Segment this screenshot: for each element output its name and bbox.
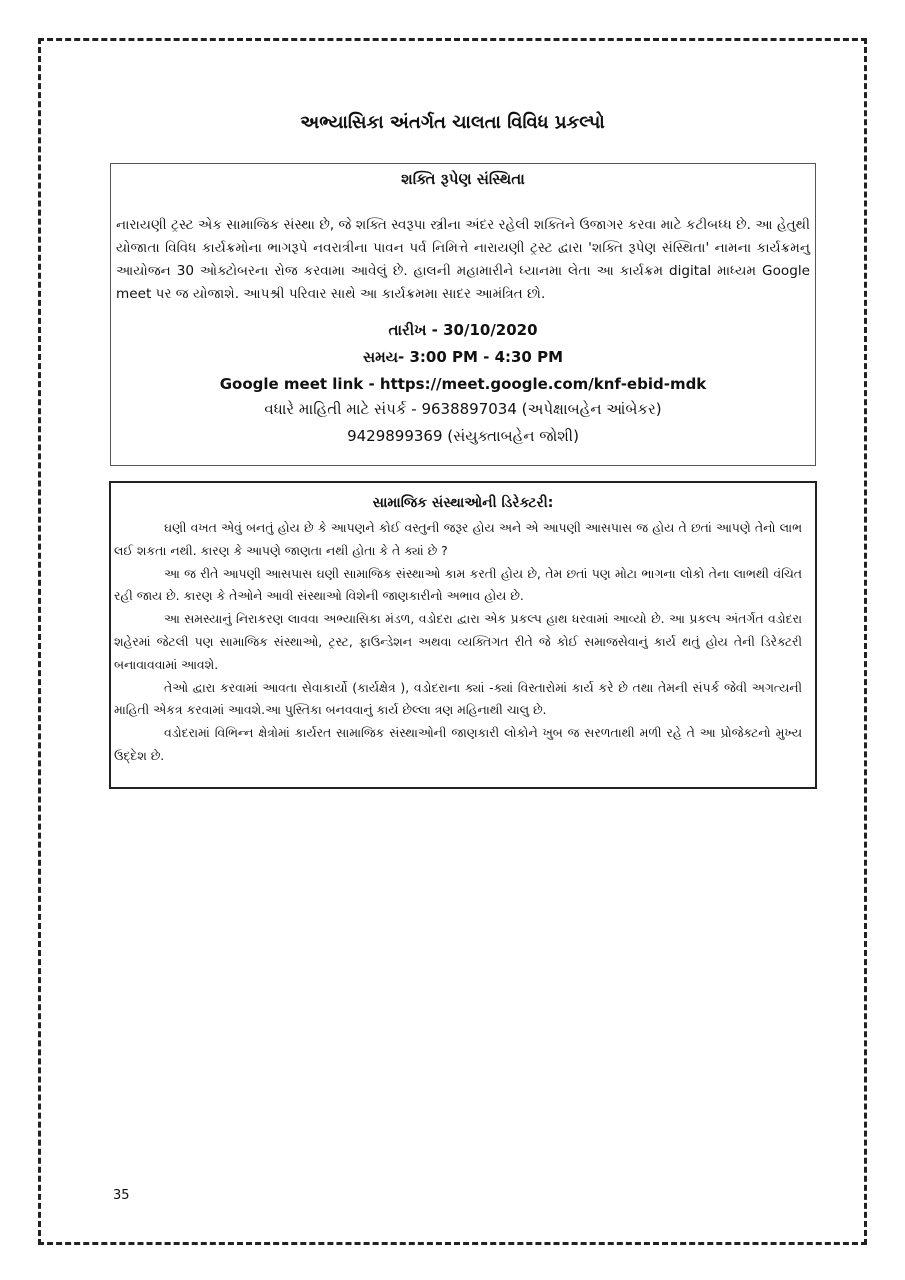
directory-paragraph: ઘણી વખત એવું બનતું હોય છે કે આપણને કોઈ વસ્તુની જરૂર હોય અને એ આપણી આસપાસ જ હોય તે છતાં આપણે તેનો લાભ લઈ શકતા નથી. કારણ કે આપણે જાણતા નથી હોતા કે તે ક્યાં છે ? bbox=[114, 520, 802, 558]
directory-paragraph: તેઓ દ્વારા કરવામાં આવતા સેવાકાર્યો (કાર્યક્ષેત્ર ), વડોદરાના ક્યાં -ક્યાં વિસ્તારોમાં કાર્ય કરે છે તથા તેમની સંપર્ક જેવી અગત્યની માહિતી એકત્ર કરવામાં આવશે.આ પુસ્તિકા બનવવાનું કાર્ય છેલ્લા ત્રણ મહિનાથી ચાલુ છે. bbox=[114, 679, 802, 718]
event-box bbox=[110, 163, 816, 466]
page-number: 35 bbox=[113, 1188, 130, 1203]
directory-paragraph: વડોદરામાં વિભિન્ન ક્ષેત્રોમાં કાર્યરત સામાજિક સંસ્થાઓની જાણકારી લોકોને ખુબ જ સરળતાથી મળી રહે તે આ પ્રોજેક્ટનો મુખ્ય ઉદ્દેશ છે. bbox=[114, 725, 802, 763]
event-meet-link: Google meet link - https://meet.google.com/knf-ebid-mdk bbox=[219, 375, 707, 393]
directory-box bbox=[109, 481, 817, 789]
directory-paragraph: આ સમસ્યાનું નિરાકરણ લાવવા અભ્યાસિકા મંડળ, વડોદરા દ્વારા એક પ્રકલ્પ હાથ ધરવામાં આવ્યો છે. આ પ્રકલ્પ અંતર્ગત વડોદરા શહેરમાં જેટલી પણ સામાજિક સંસ્થાઓ, ટ્રસ્ટ, ફાઉન્ડેશન અથવા વ્યક્તિગત રીતે જે કોઈ સમાજસેવાનું કાર્ય થતું હોય તેની ડિરેક્ટરી બનાવાવવામાં આવશે. bbox=[114, 611, 802, 672]
directory-heading: સામાજિક સંસ્થાઓની ડિરેક્ટરી: bbox=[372, 495, 554, 511]
directory-body bbox=[114, 517, 802, 768]
event-heading: શક્તિ રૂપેણ સંસ્થિતા bbox=[401, 170, 525, 188]
event-contact-2: 9429899369 (સંયુક્તાબહેન જોશી) bbox=[347, 427, 579, 445]
event-description: નારાયણી ટ્રસ્ટ એક સામાજિક સંસ્થા છે, જે શક્તિ સ્વરૂપા સ્ત્રીના અંદર રહેલી શક્તિને ઉજાગર કરવા માટે કટીબધ્ધ છે. આ હેતુથી યોજાતા વિવિધ કાર્યક્રમોના ભાગરૂપે નવરાત્રીના પાવન પર્વ નિમિત્તે નારાયણી ટ્રસ્ટ દ્વારા 'શક્તિ રૂપેણ સંસ્થિતા' નામના કાર્યક્રમનુ આયોજન 30 ઓક્ટોબરના રોજ કરવામા આવેલું છે. હાલની મહામારીને ધ્યાનમા લેતા આ કાર્યક્રમ digital માધ્યમ Google meet પર જ યોજાશે. આપશ્રી પરિવાર સાથે આ કાર્યક્રમમા સાદર આમંત્રિત છો. bbox=[116, 217, 810, 302]
page-title: અભ્યાસિકા અંતર્ગત ચાલતા વિવિધ પ્રકલ્પો bbox=[300, 112, 605, 133]
directory-paragraph: આ જ રીતે આપણી આસપાસ ઘણી સામાજિક સંસ્થાઓ કામ કરતી હોય છે, તેમ છતાં પણ મોટા ભાગના લોકો તેના લાભથી વંચિત રહી જાય છે. કારણ કે તેઓને આવી સંસ્થાઓ વિશેની જાણકારીનો અભાવ હોય છે. bbox=[114, 565, 802, 604]
event-contact-1: વધારે માહિતી માટે સંપર્ક - 9638897034 (અપેક્ષાબહેન આંબેકર) bbox=[264, 400, 662, 418]
event-date: તારીખ - 30/10/2020 bbox=[388, 321, 538, 339]
event-time: સમય- 3:00 PM - 4:30 PM bbox=[362, 348, 564, 366]
